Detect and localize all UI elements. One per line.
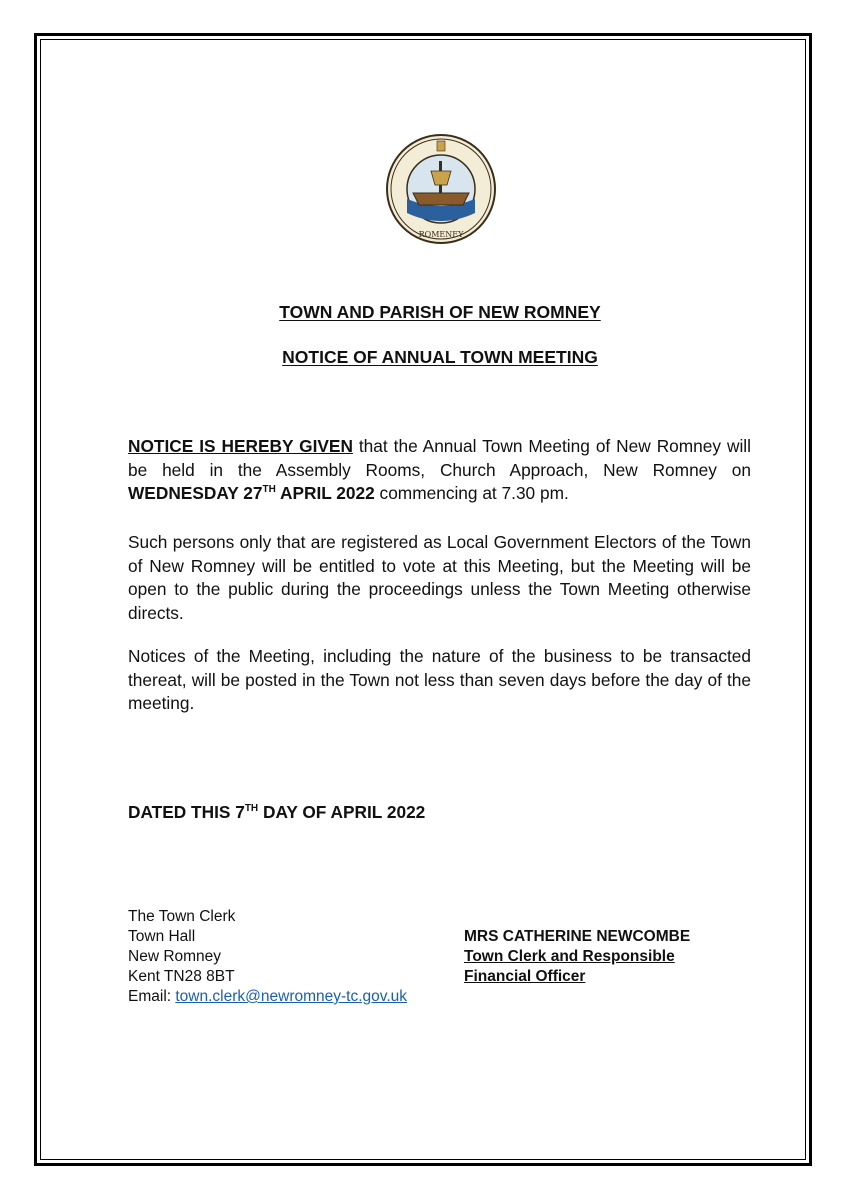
notice-heading-meeting: NOTICE OF ANNUAL TOWN MEETING — [282, 347, 598, 367]
address-line-3: New Romney — [128, 948, 222, 965]
town-seal-icon — [385, 133, 497, 245]
notice-paragraph-1 — [128, 435, 751, 506]
notice-heading-town: TOWN AND PARISH OF NEW ROMNEY — [279, 302, 601, 322]
notice-paragraph-3: Notices of the Meeting, including the nature of the business to be transacted thereat, will be posted in the Town not less than seven days before the day of the meeting. — [128, 646, 751, 713]
svg-text:ROMENEY: ROMENEY — [418, 230, 464, 239]
notice-paragraph-2: Such persons only that are registered as Local Government Electors of the Town of New Romney will be entitled to vote at this Meeting, but the Meeting will be open to the public during the proceedings unless the Town Meeting otherwise directs. — [128, 532, 751, 623]
dated-suffix: DAY OF APRIL 2022 — [258, 802, 426, 822]
meeting-date-day: WEDNESDAY 27 — [128, 483, 263, 503]
address-line-1: The Town Clerk — [128, 908, 236, 925]
address-line-4: Kent TN28 8BT — [128, 968, 235, 985]
meeting-date-rest: APRIL 2022 — [275, 483, 375, 503]
notice-lead: NOTICE IS HEREBY GIVEN — [128, 436, 353, 456]
dated-line — [128, 802, 425, 823]
notice-text-b: commencing at 7.30 pm. — [374, 483, 569, 503]
dated-prefix: DATED THIS 7 — [128, 802, 245, 822]
signatory-name: MRS CATHERINE NEWCOMBE — [464, 928, 691, 945]
notice-text-a: that the Annual Town Meeting of New Romney will be held in the Assembly Rooms, Church Approach, New Romney on — [128, 436, 751, 480]
signatory-block — [464, 927, 690, 987]
meeting-date-sup: TH — [262, 484, 276, 495]
address-block — [128, 907, 407, 1007]
email-label: Email: — [128, 988, 176, 1005]
meeting-date — [128, 483, 375, 503]
signatory-title-2: Financial Officer — [464, 968, 586, 985]
email-line — [128, 987, 407, 1007]
address-line-2: Town Hall — [128, 928, 196, 945]
email-link[interactable]: town.clerk@newromney-tc.gov.uk — [175, 988, 408, 1005]
dated-sup: TH — [244, 803, 259, 814]
signatory-title-1: Town Clerk and Responsible — [464, 948, 675, 965]
